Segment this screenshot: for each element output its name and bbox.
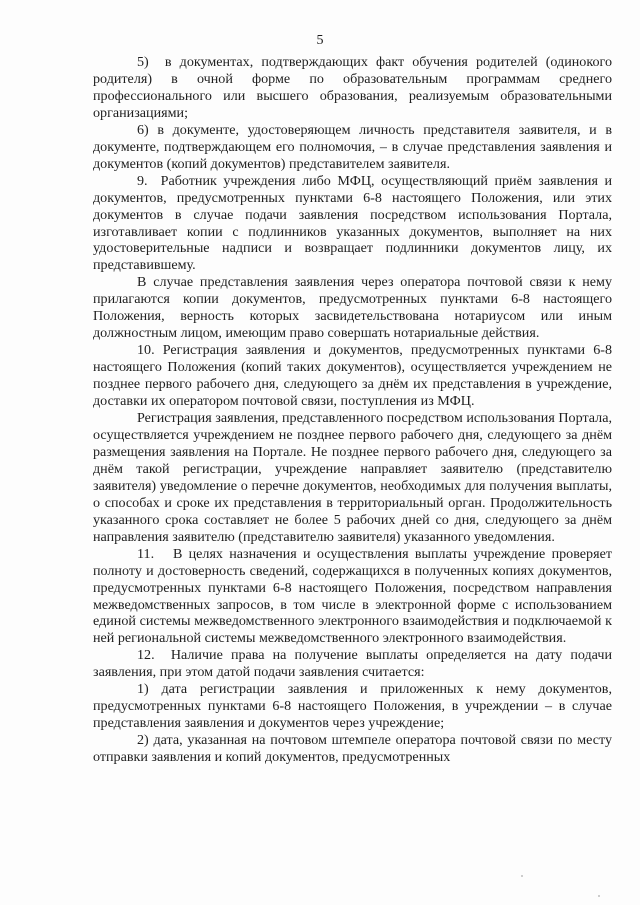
paragraph-item-2: 2) дата, указанная на почтовом штемпеле оператора почтовой связи по месту отправки заявления и копий документов, предусмотренных	[93, 732, 612, 766]
scan-speck	[521, 875, 523, 877]
paragraph-portal-registration: Регистрация заявления, представленного посредством использования Портала, осуществляется учреждением не позднее первого рабочего дня, следующего за днём размещения заявления на Портале. Не позднее первого рабочего дня, следующего за днём такой регистрации, учреждение направляет заявителю (представителю заявителя) уведомление о перечне документов, необходимых для получения выплаты, о способах и сроке их представления в территориальный орган. Продолжительность указанного срока составляет не более 5 рабочих дней со дня, следующего за днём направления заявителю (представителю заявителя) указанного уведомления.	[93, 410, 612, 545]
paragraph-clause-12: 12. Наличие права на получение выплаты определяется на дату подачи заявления, при этом датой подачи заявления считается:	[93, 647, 612, 681]
paragraph-item-1: 1) дата регистрации заявления и приложенных к нему документов, предусмотренных пунктами 6-8 настоящего Положения, в учреждении – в случае представления заявления и документов через учреждение;	[93, 681, 612, 732]
paragraph-clause-10: 10. Регистрация заявления и документов, предусмотренных пунктами 6-8 настоящего Положения (копий таких документов), осуществляется учреждением не позднее первого рабочего дня, следующего за днём их представления в учреждение, доставки их оператором почтовой связи, поступления из МФЦ.	[93, 342, 612, 410]
scan-speck	[598, 895, 600, 897]
paragraph-clause-9: 9. Работник учреждения либо МФЦ, осуществляющий приём заявления и документов, предусмотренных пунктами 6-8 настоящего Положения, или этих документов в случае подачи заявления посредством использования Портала, изготавливает копии с подлинников указанных документов, выполняет на них удостоверительные надписи и возвращает подлинники документов лицу, их представившему.	[93, 172, 612, 274]
paragraph-item-6: 6) в документе, удостоверяющем личность представителя заявителя, и в документе, подтверждающем его полномочия, – в случае представления заявления и документов (копий документов) представителем заявителя.	[93, 121, 612, 172]
paragraph-item-5: 5) в документах, подтверждающих факт обучения родителей (одинокого родителя) в очной форме по образовательным программам среднего профессионального или высшего образования, реализуемым образовательными организациями;	[93, 54, 612, 121]
page-number: 5	[316, 33, 324, 48]
paragraph-clause-11: 11. В целях назначения и осуществления выплаты учреждение проверяет полноту и достоверность сведений, содержащихся в полученных копиях документов, предусмотренных пунктами 6-8 настоящего Положения, посредством направления межведомственных запросов, в том числе в электронной форме с использованием единой системы межведомственного электронного взаимодействия и подключаемой к ней региональной системы межведомственного электронного взаимодействия.	[93, 545, 612, 647]
paragraph-postal-copies: В случае представления заявления через оператора почтовой связи к нему прилагаются копии документов, предусмотренных пунктами 6-8 настоящего Положения, верность которых засвидетельствована нотариусом или иным должностным лицом, имеющим право совершать нотариальные действия.	[93, 274, 612, 342]
document-body	[93, 54, 612, 766]
